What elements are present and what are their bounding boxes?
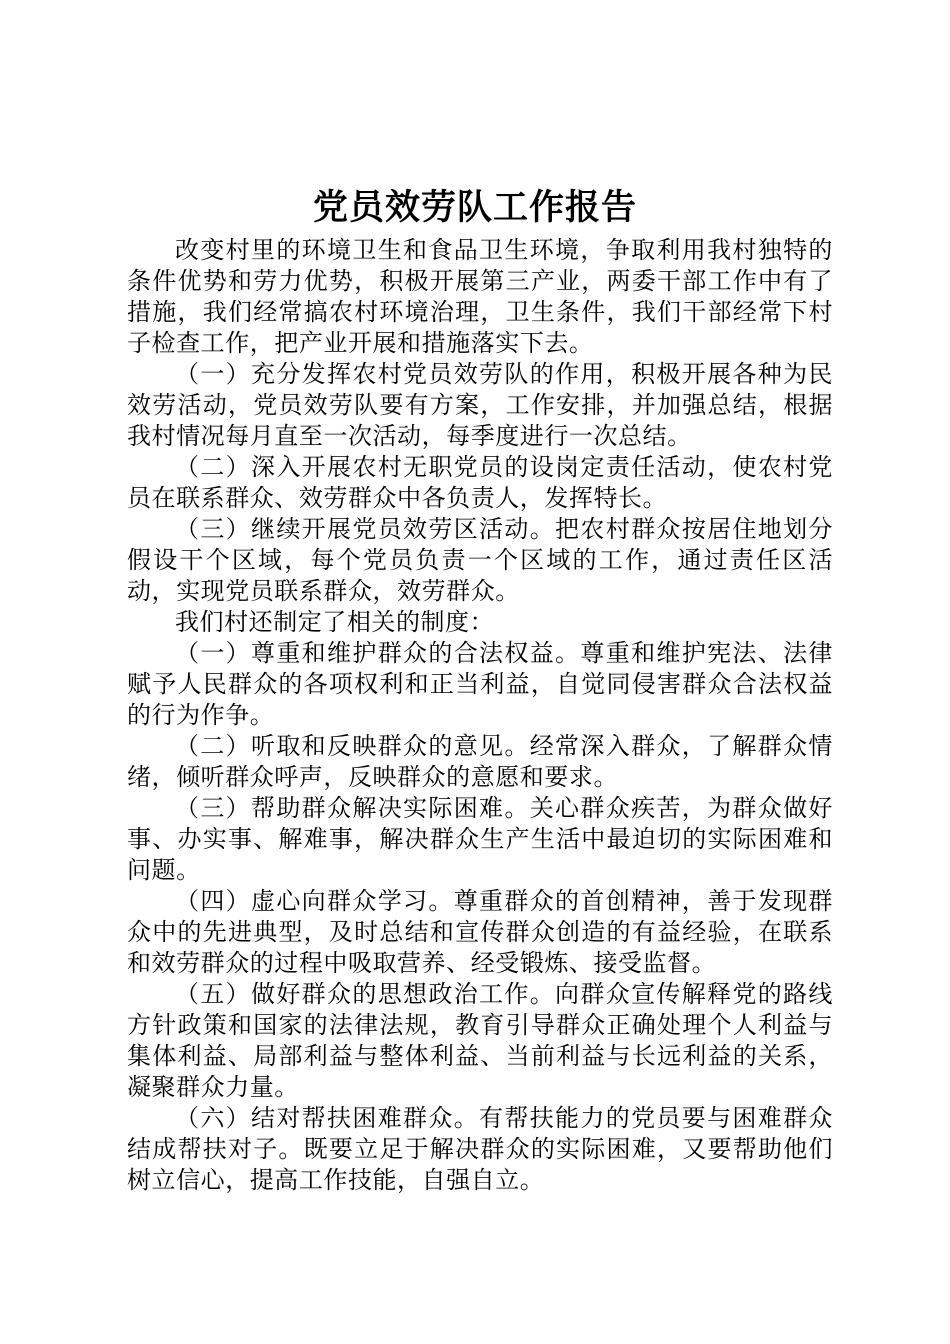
paragraph: （一）充分发挥农村党员效劳队的作用，积极开展各种为民效劳活动，党员效劳队要有方案，工作安排，并加强总结，根据我村情况每月直至一次活动，每季度进行一次总结。: [127, 360, 833, 450]
paragraph: （六）结对帮扶困难群众。有帮扶能力的党员要与困难群众结成帮扶对子。既要立足于解决群众的实际困难，又要帮助他们树立信心，提高工作技能，自强自立。: [127, 1104, 833, 1194]
paragraph: （五）做好群众的思想政治工作。向群众宣传解释党的路线方针政策和国家的法律法规，教育引导群众正确处理个人利益与集体利益、局部利益与整体利益、当前利益与长远利益的关系，凝聚群众力量。: [127, 980, 833, 1101]
paragraph: （二）听取和反映群众的意见。经常深入群众，了解群众情绪，倾听群众呼声，反映群众的意愿和要求。: [127, 732, 833, 791]
paragraph: 改变村里的环境卫生和食品卫生环境，争取利用我村独特的条件优势和劳力优势，积极开展第三产业，两委干部工作中有了措施，我们经常搞农村环境治理，卫生条件，我们干部经常下村子检查工作，把产业开展和措施落实下去。: [127, 236, 833, 357]
paragraph: （二）深入开展农村无职党员的设岗定责任活动，使农村党员在联系群众、效劳群众中各负责人，发挥特长。: [127, 453, 833, 512]
paragraph: 我们村还制定了相关的制度：: [175, 608, 495, 636]
paragraph: （四）虚心向群众学习。尊重群众的首创精神，善于发现群众中的先进典型，及时总结和宣传群众创造的有益经验，在联系和效劳群众的过程中吸取营养、经受锻炼、接受监督。: [127, 887, 833, 977]
document-body: [127, 235, 833, 1196]
paragraph: （一）尊重和维护群众的合法权益。尊重和维护宪法、法律赋予人民群众的各项权利和正当利益，自觉同侵害群众合法权益的行为作争。: [127, 639, 833, 729]
paragraph: （三）帮助群众解决实际困难。关心群众疾苦，为群众做好事、办实事、解难事，解决群众生产生活中最迫切的实际困难和问题。: [127, 794, 833, 884]
paragraph: （三）继续开展党员效劳区活动。把农村群众按居住地划分假设干个区域，每个党员负责一个区域的工作，通过责任区活动，实现党员联系群众，效劳群众。: [127, 515, 833, 605]
document-title: 党员效劳队工作报告: [312, 187, 637, 228]
